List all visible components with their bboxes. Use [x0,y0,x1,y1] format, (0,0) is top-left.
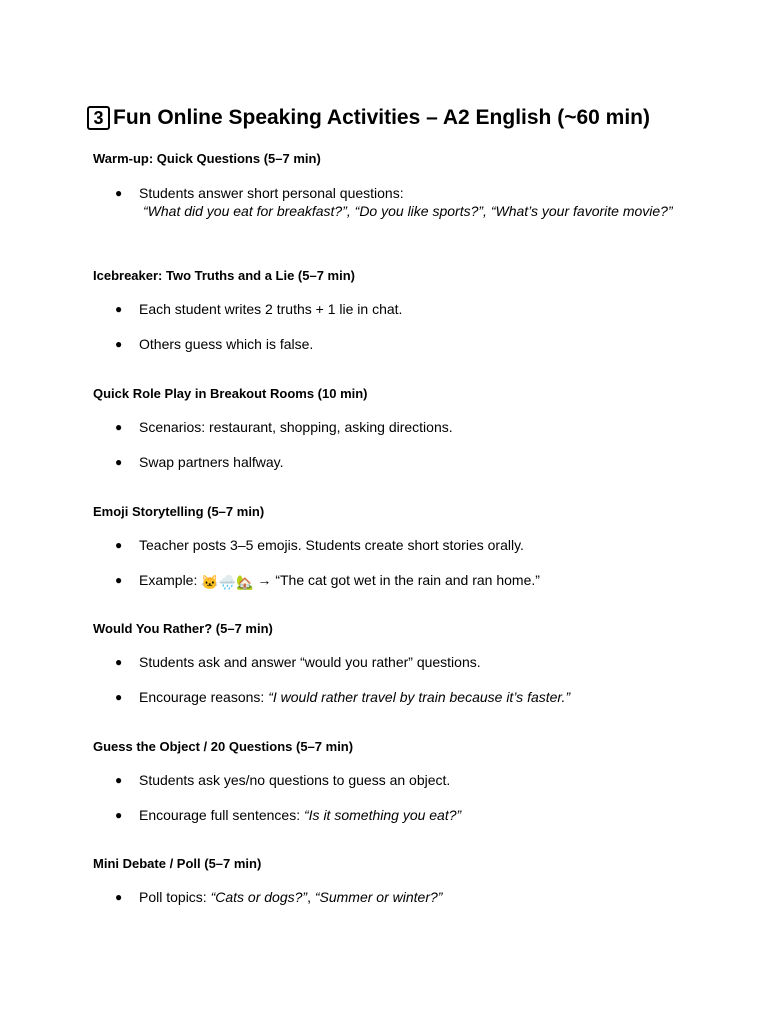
list-item-example: “I would rather travel by train because it’s faster.” [268,689,571,705]
list-item-text: Teacher posts 3–5 emojis. Students create short stories orally. [139,537,524,553]
list-item-text: Each student writes 2 truths + 1 lie in chat. [139,301,403,317]
section-emoji-storytelling [93,504,693,591]
list-item-example: “Cats or dogs?” [210,889,308,905]
cat-rain-house-emoji-icon: 🐱🌧️🏡 [201,574,254,590]
bullet-list [93,184,693,220]
bullet-icon: ● [115,773,123,787]
section-heading: Guess the Object / 20 Questions (5–7 min) [93,739,354,754]
list-item [93,300,693,318]
bullet-list [93,771,693,824]
list-item [93,888,693,906]
list-item [93,653,693,671]
section-heading: Warm-up: Quick Questions (5–7 min) [93,151,321,166]
list-item-text: Others guess which is false. [139,336,314,352]
bullet-icon: ● [115,455,123,469]
list-item-text: Scenarios: restaurant, shopping, asking directions. [139,419,453,435]
section-heading: Would You Rather? (5–7 min) [93,621,273,636]
bullet-icon: ● [115,655,123,669]
list-item [93,771,693,789]
section-heading: Quick Role Play in Breakout Rooms (10 min) [93,386,368,401]
section-guess-the-object [93,739,693,824]
bullet-icon: ● [115,690,123,704]
list-item-separator: , [307,889,315,905]
bullet-list [93,536,693,591]
bullet-list [93,888,693,906]
list-item-text: Students ask and answer “would you rather” questions. [139,654,481,670]
list-item [93,453,693,471]
bullet-icon: ● [115,573,123,587]
page-title [87,106,650,130]
list-item-text: Students answer short personal questions: [139,185,404,201]
bullet-icon: ● [115,337,123,351]
list-item-text: Students ask yes/no questions to guess an object. [139,772,451,788]
bullet-icon: ● [115,890,123,904]
bullet-icon: ● [115,420,123,434]
list-item [93,571,693,591]
list-item-text: Swap partners halfway. [139,454,284,470]
bullet-icon: ● [115,302,123,316]
bullet-list [93,300,693,353]
bullet-icon: ● [115,186,123,200]
section-heading: Mini Debate / Poll (5–7 min) [93,856,262,871]
list-item-example: “Summer or winter?” [314,889,443,905]
list-item-text: Encourage reasons: [139,689,269,705]
page-title-text: Fun Online Speaking Activities – A2 English (~60 min) [113,106,650,129]
list-item [93,335,693,353]
bullet-icon: ● [115,808,123,822]
section-mini-debate [93,856,693,906]
list-item [93,806,693,824]
list-item [93,184,693,220]
list-item-text: Encourage full sentences: [139,807,304,823]
list-item [93,418,693,436]
section-heading: Emoji Storytelling (5–7 min) [93,504,265,519]
list-item-text: Poll topics: [139,889,211,905]
list-item-example-questions: “What did you eat for breakfast?”, “Do you like sports?”, “What’s your favorite movie?” [143,203,673,219]
bullet-list [93,418,693,471]
section-role-play [93,386,693,471]
section-would-you-rather [93,621,693,706]
section-warm-up [93,151,693,220]
section-heading: Icebreaker: Two Truths and a Lie (5–7 min) [93,268,355,283]
bullet-list [93,653,693,706]
list-item-text-after: → “The cat got wet in the rain and ran home.” [253,572,540,588]
bullet-icon: ● [115,538,123,552]
list-item-example: “Is it something you eat?” [304,807,462,823]
keycap-number-icon: 3 [87,106,110,130]
list-item-text: Example: [139,572,202,588]
list-item [93,688,693,706]
list-item [93,536,693,554]
section-icebreaker [93,268,693,353]
